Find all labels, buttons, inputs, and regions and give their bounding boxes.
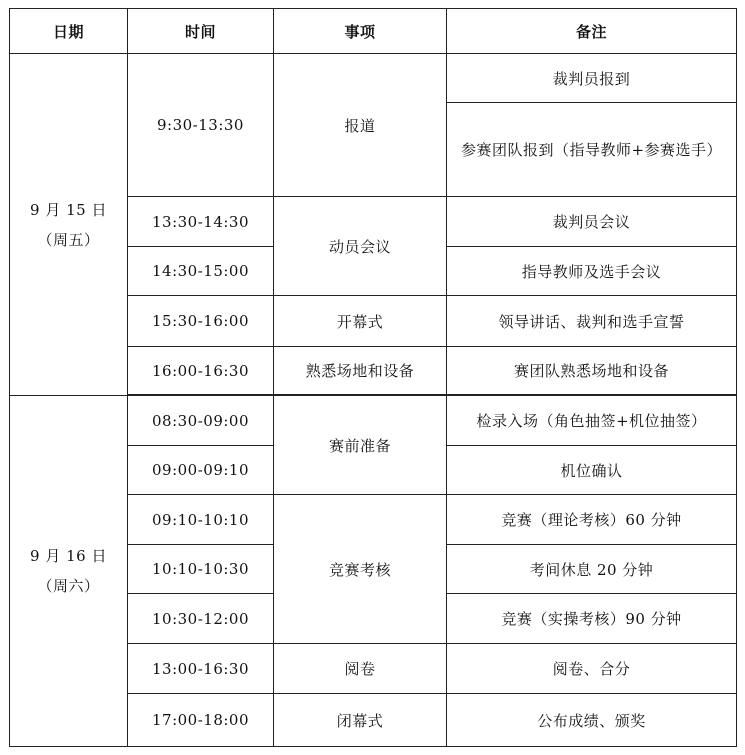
schedule-table	[9, 8, 737, 747]
date-cell-day2	[10, 396, 128, 747]
item-cell: 竞赛考核	[274, 495, 447, 644]
note-cell: 竞赛（理论考核）60 分钟	[447, 495, 737, 545]
weekday-label: （周五）	[37, 230, 100, 249]
item-cell: 阅卷	[274, 644, 447, 694]
time-cell: 10:30-12:00	[128, 594, 274, 644]
time-cell: 15:30-16:00	[128, 296, 274, 347]
item-cell: 闭幕式	[274, 694, 447, 747]
time-cell: 13:00-16:30	[128, 644, 274, 694]
header-date: 日期	[10, 9, 128, 54]
header-notes: 备注	[447, 9, 737, 54]
note-cell: 检录入场（角色抽签+机位抽签）	[447, 396, 737, 446]
time-cell: 08:30-09:00	[128, 396, 274, 446]
note-cell: 裁判员会议	[447, 197, 737, 247]
note-cell: 领导讲话、裁判和选手宣誓	[447, 296, 737, 347]
date-cell-day1	[10, 54, 128, 396]
note-cell: 机位确认	[447, 446, 737, 495]
time-cell: 09:00-09:10	[128, 446, 274, 495]
time-cell: 13:30-14:30	[128, 197, 274, 247]
header-row	[10, 9, 737, 54]
date-label: 9 月 15 日	[30, 200, 107, 219]
item-cell: 开幕式	[274, 296, 447, 347]
note-cell: 阅卷、合分	[447, 644, 737, 694]
time-cell: 16:00-16:30	[128, 347, 274, 395]
header-item: 事项	[274, 9, 447, 54]
note-cell: 指导教师及选手会议	[447, 247, 737, 296]
time-cell: 10:10-10:30	[128, 545, 274, 594]
item-cell: 报道	[274, 54, 447, 197]
item-cell: 熟悉场地和设备	[274, 347, 447, 395]
note-cell: 参赛团队报到（指导教师+参赛选手）	[447, 103, 737, 197]
table-row	[10, 396, 737, 446]
table-row	[10, 54, 737, 103]
note-cell: 竞赛（实操考核）90 分钟	[447, 594, 737, 644]
note-cell: 考间休息 20 分钟	[447, 545, 737, 594]
note-cell: 裁判员报到	[447, 54, 737, 103]
date-label: 9 月 16 日	[30, 547, 107, 565]
item-cell: 动员会议	[274, 197, 447, 296]
time-cell: 09:10-10:10	[128, 495, 274, 545]
note-cell: 公布成绩、颁奖	[447, 694, 737, 747]
item-cell: 赛前准备	[274, 396, 447, 495]
weekday-label: （周六）	[37, 577, 100, 595]
note-cell: 赛团队熟悉场地和设备	[447, 347, 737, 395]
time-cell: 17:00-18:00	[128, 694, 274, 747]
time-cell: 14:30-15:00	[128, 247, 274, 296]
header-time: 时间	[128, 9, 274, 54]
time-cell: 9:30-13:30	[128, 54, 274, 197]
